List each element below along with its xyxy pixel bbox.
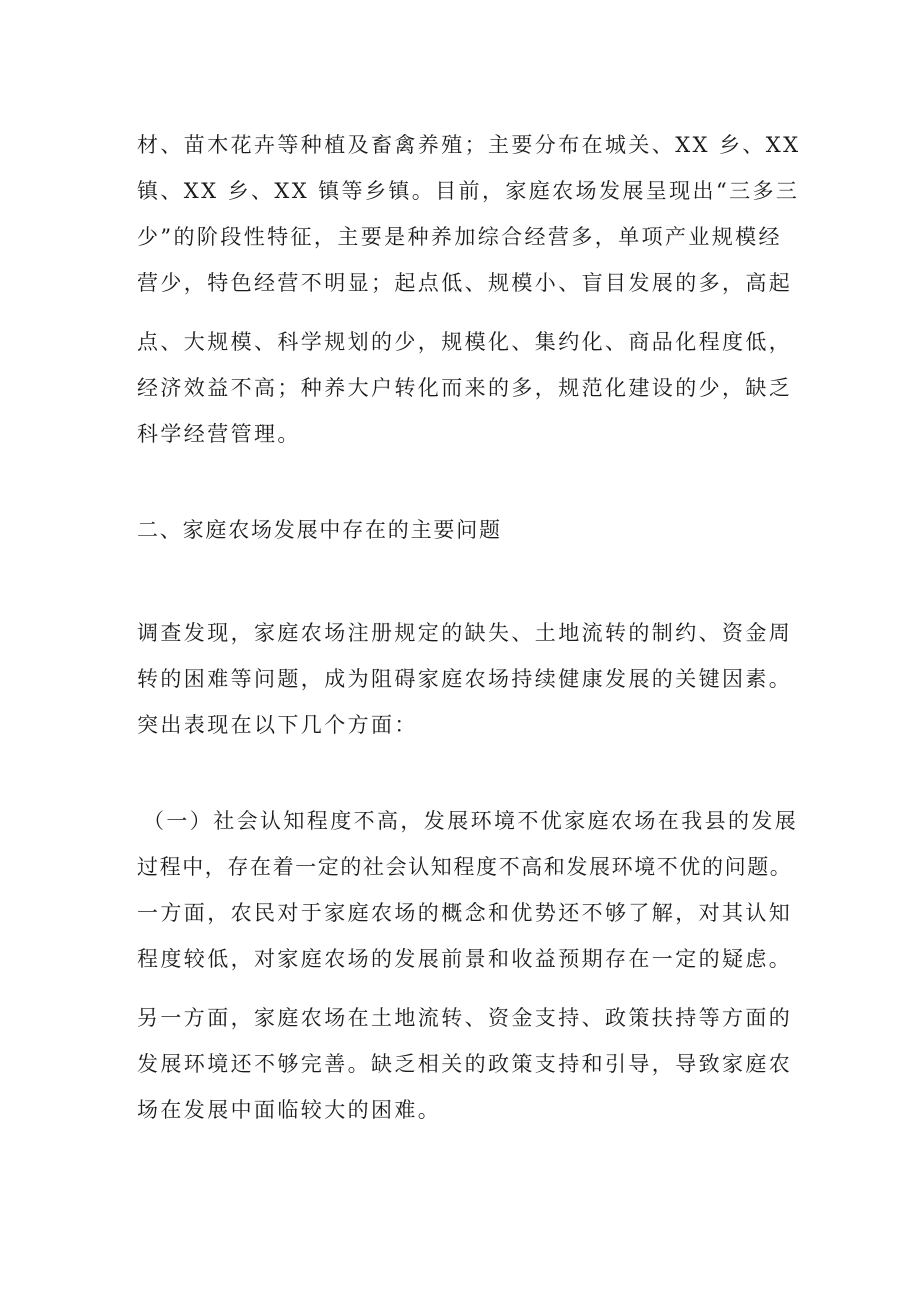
text-line: 经济效益不高；种养大户转化而来的多，规范化建设的少，缺乏 [137,376,793,400]
text-line: 另一方面，家庭农场在土地流转、资金支持、政策扶持等方面的 [137,1006,793,1030]
text-line: 少”的阶段性特征，主要是种养加综合经营多，单项产业规模经 [137,225,782,249]
text-line: 发展环境还不够完善。缺乏相关的政策支持和引导，导致家庭农 [137,1052,793,1076]
text-line: （一）社会认知程度不高，发展环境不优家庭农场在我县的发展 [143,809,799,833]
text-line: 营少，特色经营不明显；起点低、规模小、盲目发展的多，高起 [137,271,793,295]
text-line: 过程中，存在着一定的社会认知程度不高和发展环境不优的问题。 [137,855,793,879]
text-line: 一方面，农民对于家庭农场的概念和优势还不够了解，对其认知 [137,901,793,925]
text-line: 程度较低，对家庭农场的发展前景和收益预期存在一定的疑虑。 [137,947,793,971]
section-heading: 二、家庭农场发展中存在的主要问题 [137,518,502,542]
text-line: 转的困难等问题，成为阻碍家庭农场持续健康发展的关键因素。 [137,667,793,691]
text-line: 点、大规模、科学规划的少，规模化、集约化、商品化程度低， [137,330,793,354]
text-line: 突出表现在以下几个方面： [137,713,418,737]
text-line: 科学经营管理。 [137,422,301,446]
text-line: 调查发现，家庭农场注册规定的缺失、土地流转的制约、资金周 [137,621,793,645]
text-line: 镇、XX 乡、XX 镇等乡镇。目前，家庭农场发展呈现出“三多三 [137,179,800,203]
text-line: 材、苗木花卉等种植及畜禽养殖；主要分布在城关、XX 乡、XX [137,133,801,157]
text-line: 场在发展中面临较大的困难。 [137,1098,442,1122]
